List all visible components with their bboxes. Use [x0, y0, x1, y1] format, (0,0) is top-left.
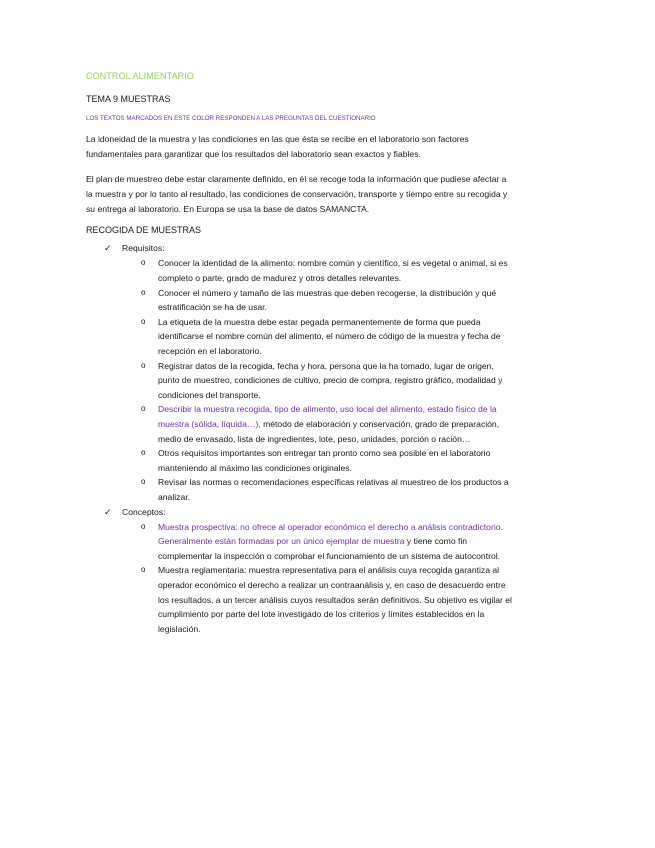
conceptos-item [86, 505, 514, 637]
list-item: o Conocer la identidad de la alimento: nombre común y científico, si es vegetal o animal, si es completo o parte, grado de madurez y otros detalles relevantes. [141, 258, 508, 284]
section-title: RECOGIDA DE MUESTRAS [86, 225, 202, 236]
bullet-icon: o [141, 287, 146, 297]
bullet-icon: o [141, 565, 146, 575]
paragraph-1: La idoneidad de la muestra y las condiciones en las que ésta se recibe en el laboratorio son factores fundamentales para garantizar que los resultados del laboratorio sean exactos y fiables. [86, 134, 469, 160]
check-icon: ✓ [104, 243, 112, 254]
highlighted-text: Describir la muestra recogida, tipo de alimento, uso local del alimento, estado físico de la muestra (sólida, líquida…), [158, 404, 497, 429]
highlighted-text: Muestra prospectiva: no ofrece al operador económico el derecho a análisis contradictorio. Generalmente están formadas por un único ejemplar de muestra [158, 521, 503, 547]
conceptos-label: Conceptos: [122, 506, 166, 517]
list-item: o Otros requisitos importantes son entregar tan pronto como sea posible en el laboratorio manteniendo al máximo las condiciones originales. [141, 448, 491, 473]
list-item: o Revisar las normas o recomendaciones específicas relativas al muestreo de los productos a analizar. [141, 477, 509, 502]
bullet-icon: o [141, 404, 146, 414]
list-item: o La etiqueta de la muestra debe estar pegada permanentemente de forma que pueda identificarse el nombre común del alimento, el número de código de la muestra y fecha de recepción en el laboratorio. [141, 316, 501, 356]
requisitos-item [86, 241, 514, 504]
main-list [86, 241, 514, 636]
bullet-icon: o [141, 521, 146, 531]
list-item: o Conocer el número y tamaño de las muestras que deben recogerse, la distribución y qué estratificación se ha de usar. [141, 287, 497, 313]
bullet-icon: o [141, 360, 146, 370]
list-item: o Describir la muestra recogida, tipo de alimento, uso local del alimento, estado físico de la muestra (sólida, líquida…), método de elaboración y conservación, grado de preparación, medio de envasado, lista de ingredientes, lote, peso, unidades, porción o ración… [141, 404, 500, 444]
document-page [86, 70, 514, 636]
bullet-icon: o [141, 477, 146, 487]
subject-title: CONTROL ALIMENTARIO [86, 71, 194, 81]
bullet-icon: o [141, 258, 146, 268]
bullet-icon: o [141, 448, 146, 458]
list-item: o Muestra prospectiva: no ofrece al operador económico el derecho a análisis contradictorio. Generalmente están formadas por un único ejemplar de muestra y tiene como fin complementar la inspección o comprobar el funcionamiento de un sistema de autocontrol. [141, 521, 503, 561]
paragraph-2: El plan de muestreo debe estar claramente definido, en él se recoge toda la información que pudiese afectar a la muestra y por lo tanto al resultado, las condiciones de conservación, transporte y tiempo entre su recogida y su entrega al laboratorio. En Europa se usa la base de datos SAMANCTA. [86, 174, 508, 215]
requisitos-list [122, 256, 514, 504]
color-legend-note: LOS TEXTOS MARCADOS EN ESTE COLOR RESPONDEN A LAS PREGUNTAS DEL CUESTIONARIO [86, 115, 376, 122]
requisitos-label: Requisitos: [122, 243, 165, 254]
list-item: o Registrar datos de la recogida, fecha y hora, persona que la ha tomado, lugar de origen, punto de muestreo, condiciones de cultivo, precio de compra, registro gráfico, modalidad y condiciones del transporte. [141, 360, 503, 400]
check-icon: ✓ [104, 506, 112, 517]
bullet-icon: o [141, 316, 146, 326]
list-item: o Muestra reglamentaria: muestra representativa para el análisis cuya recogida garantiza al operador económico el derecho a realizar un contraanálisis y, en caso de desacuerdo entre los resultados, a un tercer análisis cuyos resultados serán definitivos. Su objetivo es vigilar el cumplimiento por parte del lote investigado de los criterios y límites establecidos en la legislación. [141, 565, 512, 634]
topic-title: TEMA 9 MUESTRAS [86, 94, 171, 104]
conceptos-list [122, 520, 514, 637]
